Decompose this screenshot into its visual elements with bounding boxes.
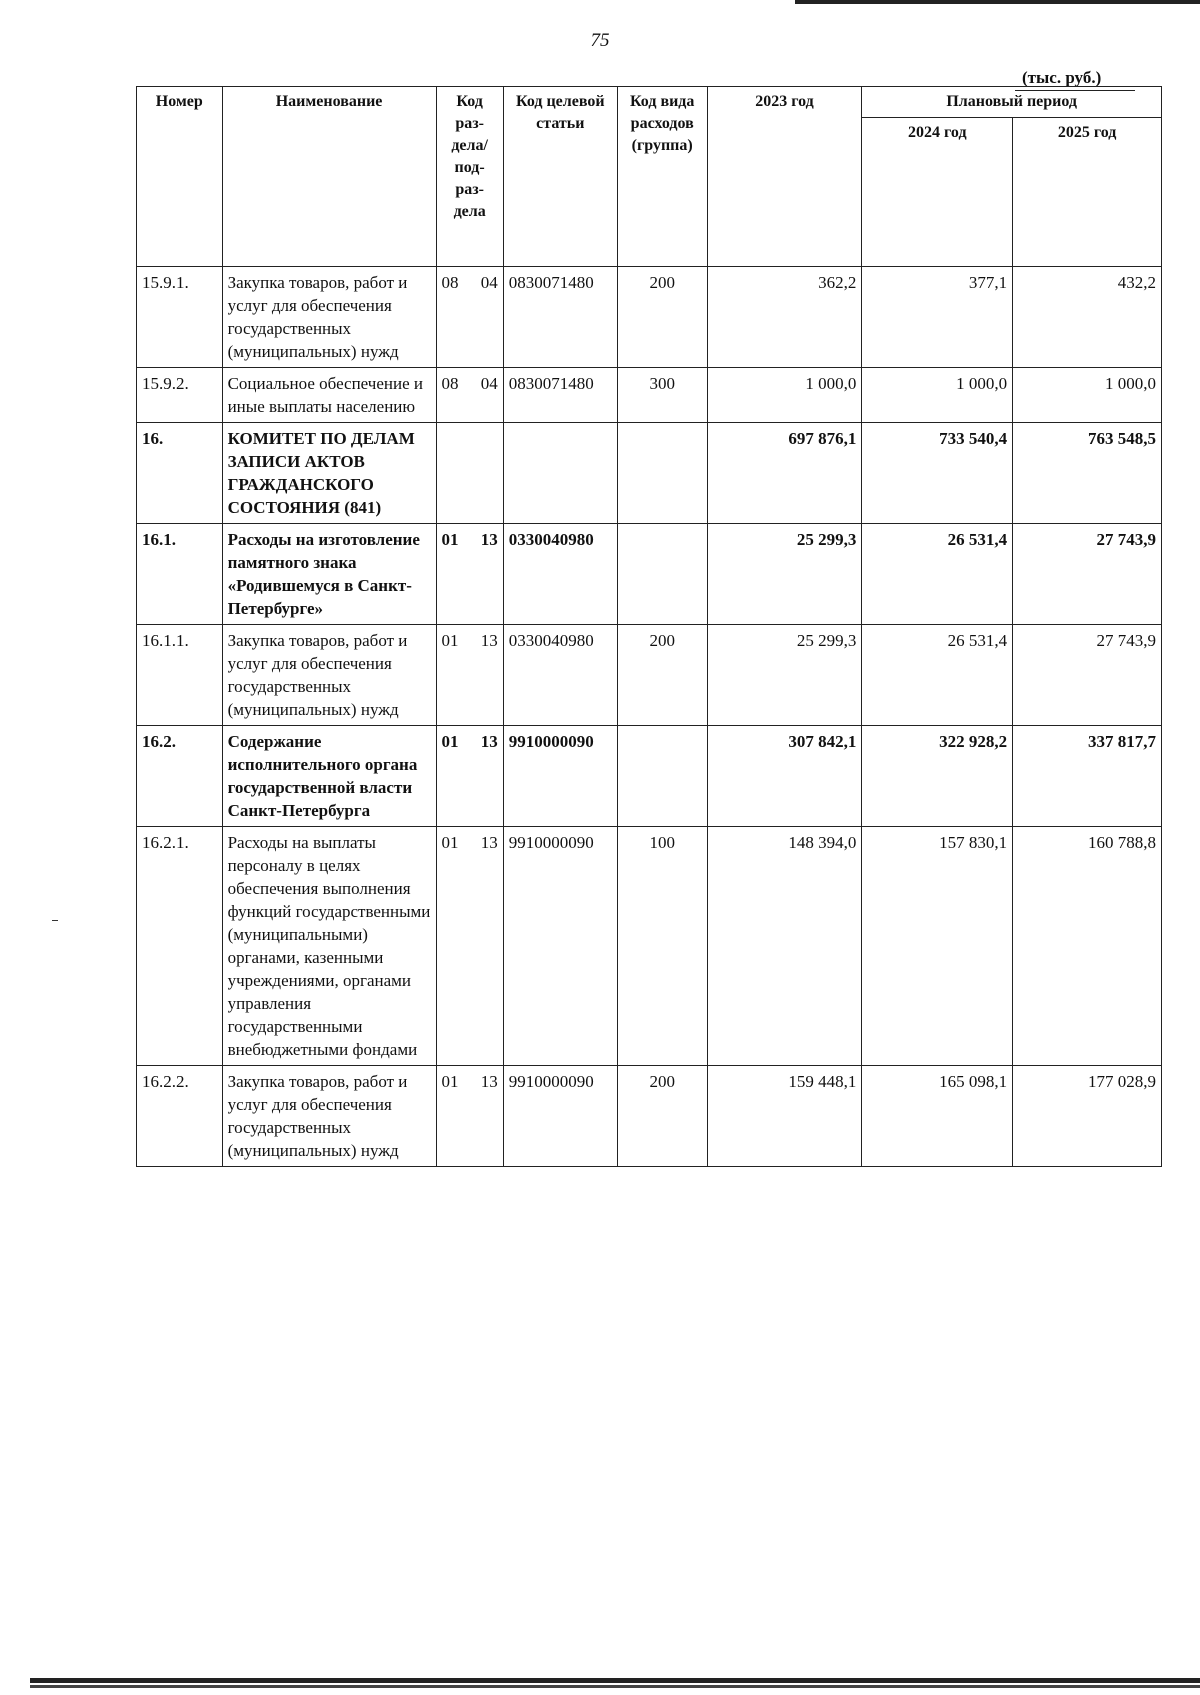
row-2023: 25 299,3 [707, 625, 862, 726]
row-2025: 1 000,0 [1013, 368, 1162, 423]
row-2025: 763 548,5 [1013, 423, 1162, 524]
row-2023: 159 448,1 [707, 1066, 862, 1167]
row-2024: 377,1 [862, 267, 1013, 368]
row-name: Социальное обеспечение и иные выплаты населению [222, 368, 436, 423]
margin-mark [52, 920, 58, 921]
page-number: 75 [590, 30, 610, 51]
row-name: Содержание исполнительного органа государственной власти Санкт-Петербурга [222, 726, 436, 827]
row-number: 16.2.1. [137, 827, 223, 1066]
row-razdel: 01 [441, 530, 459, 549]
row-2023: 362,2 [707, 267, 862, 368]
row-2023: 697 876,1 [707, 423, 862, 524]
header-2025-label: 2025 год [1057, 124, 1117, 141]
row-2024: 26 531,4 [862, 625, 1013, 726]
row-podrazdel: 13 [480, 1072, 498, 1091]
row-2023: 25 299,3 [707, 524, 862, 625]
row-number: 15.9.2. [137, 368, 223, 423]
row-target-code [503, 423, 617, 524]
row-target-code: 9910000090 [503, 1066, 617, 1167]
table-row [137, 368, 1162, 423]
row-2025: 432,2 [1013, 267, 1162, 368]
header-section: Код раз-дела/ под-раз-дела [436, 87, 503, 267]
row-target-code: 0830071480 [503, 368, 617, 423]
row-expense-type: 300 [617, 368, 707, 423]
row-2023: 1 000,0 [707, 368, 862, 423]
row-expense-type: 200 [617, 267, 707, 368]
row-podrazdel: 13 [480, 732, 498, 751]
row-expense-type: 200 [617, 625, 707, 726]
row-2025: 160 788,8 [1013, 827, 1162, 1066]
row-2023: 307 842,1 [707, 726, 862, 827]
table-row [137, 524, 1162, 625]
row-expense-type [617, 524, 707, 625]
header-target: Код целевой статьи [503, 87, 617, 267]
top-rule [795, 0, 1200, 4]
row-razdel: 08 [441, 273, 459, 292]
row-name: Закупка товаров, работ и услуг для обеспечения государственных (муниципальных) нужд [222, 1066, 436, 1167]
table-row [137, 267, 1162, 368]
header-2025 [1013, 118, 1162, 267]
header-2024-label: 2024 год [908, 124, 967, 141]
table-header [137, 87, 1162, 267]
table-row [137, 423, 1162, 524]
row-podrazdel: 13 [480, 631, 498, 650]
row-razdel: 01 [441, 1072, 459, 1091]
header-2023: 2023 год [707, 87, 862, 267]
row-expense-type: 200 [617, 1066, 707, 1167]
row-2025: 177 028,9 [1013, 1066, 1162, 1167]
row-section-code [436, 368, 503, 423]
header-number: Номер [137, 87, 223, 267]
row-razdel: 08 [441, 374, 459, 393]
units-label: (тыс. руб.) [1022, 68, 1102, 87]
row-target-code: 0830071480 [503, 267, 617, 368]
row-section-code [436, 423, 503, 524]
row-number: 16.2. [137, 726, 223, 827]
row-2024: 157 830,1 [862, 827, 1013, 1066]
row-2024: 322 928,2 [862, 726, 1013, 827]
row-podrazdel: 04 [480, 273, 498, 292]
header-planned-period: Плановый период [862, 87, 1162, 118]
row-razdel: 01 [441, 732, 459, 751]
row-2025: 27 743,9 [1013, 625, 1162, 726]
row-2025: 27 743,9 [1013, 524, 1162, 625]
header-expense-type: Код вида расходов (группа) [617, 87, 707, 267]
row-expense-type [617, 726, 707, 827]
row-2023: 148 394,0 [707, 827, 862, 1066]
row-name: КОМИТЕТ ПО ДЕЛАМ ЗАПИСИ АКТОВ ГРАЖДАНСКОГО СОСТОЯНИЯ (841) [222, 423, 436, 524]
row-razdel: 01 [441, 833, 459, 852]
row-name: Расходы на изготовление памятного знака «Родившемуся в Санкт-Петербурге» [222, 524, 436, 625]
table-row [137, 1066, 1162, 1167]
row-2024: 1 000,0 [862, 368, 1013, 423]
row-razdel: 01 [441, 631, 459, 650]
row-section-code [436, 827, 503, 1066]
row-section-code [436, 726, 503, 827]
row-target-code: 0330040980 [503, 524, 617, 625]
row-target-code: 0330040980 [503, 625, 617, 726]
header-2024 [862, 118, 1013, 267]
table-body [137, 267, 1162, 1167]
budget-table [136, 86, 1162, 1167]
row-target-code: 9910000090 [503, 726, 617, 827]
header-name: Наименование [222, 87, 436, 267]
row-podrazdel: 04 [480, 374, 498, 393]
bottom-rule-secondary [30, 1685, 1200, 1688]
row-name: Закупка товаров, работ и услуг для обеспечения государственных (муниципальных) нужд [222, 267, 436, 368]
row-number: 15.9.1. [137, 267, 223, 368]
row-target-code: 9910000090 [503, 827, 617, 1066]
row-number: 16.1.1. [137, 625, 223, 726]
table-row [137, 625, 1162, 726]
row-section-code [436, 625, 503, 726]
row-2024: 733 540,4 [862, 423, 1013, 524]
row-2025: 337 817,7 [1013, 726, 1162, 827]
row-section-code [436, 524, 503, 625]
table-row [137, 827, 1162, 1066]
row-2024: 26 531,4 [862, 524, 1013, 625]
row-section-code [436, 1066, 503, 1167]
row-name: Закупка товаров, работ и услуг для обеспечения государственных (муниципальных) нужд [222, 625, 436, 726]
row-number: 16. [137, 423, 223, 524]
row-number: 16.2.2. [137, 1066, 223, 1167]
bottom-rule [30, 1678, 1200, 1683]
row-name: Расходы на выплаты персоналу в целях обеспечения выполнения функций государственными (муниципальными) органами, казенными учреждениями, органами управления государственными внебюджетными фондами [222, 827, 436, 1066]
row-expense-type [617, 423, 707, 524]
row-podrazdel: 13 [480, 833, 498, 852]
row-expense-type: 100 [617, 827, 707, 1066]
row-section-code [436, 267, 503, 368]
row-2024: 165 098,1 [862, 1066, 1013, 1167]
table-row [137, 726, 1162, 827]
row-podrazdel: 13 [480, 530, 498, 549]
row-number: 16.1. [137, 524, 223, 625]
